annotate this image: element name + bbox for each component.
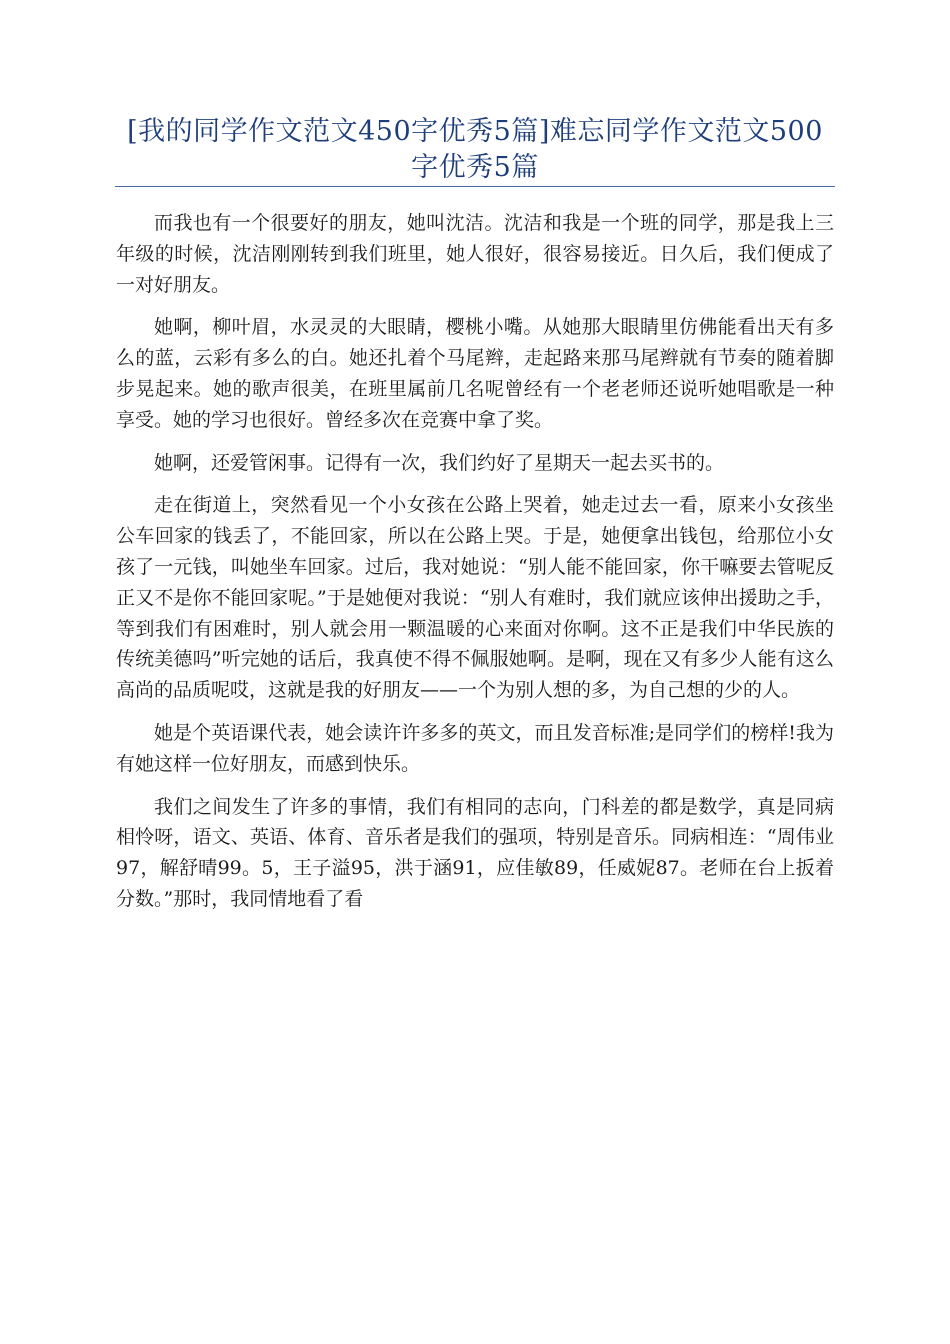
paragraph-3: 她啊，还爱管闲事。记得有一次，我们约好了星期天一起去买书的。: [154, 451, 725, 474]
paragraph-1: 而我也有一个很要好的朋友，她叫沈洁。沈洁和我是一个班的同学，那是我上三年级的时候，沈洁刚刚转到我们班里，她人很好，很容易接近。日久后，我们便成了一对好朋友。: [116, 212, 834, 296]
paragraph-6: 我们之间发生了许多的事情，我们有相同的志向，门科差的都是数学，真是同病相怜呀，语文、英语、体育、音乐者是我们的强项，特别是音乐。同病相连：“周伟业97，解舒晴99。5，王子溢95，洪于涵91，应佳敏89，任威妮87。老师在台上扳着分数。”那时，我同情地看了看: [116, 795, 834, 910]
paragraph-2: 她啊，柳叶眉，水灵灵的大眼睛，樱桃小嘴。从她那大眼睛里仿佛能看出天有多么的蓝，云彩有多么的白。她还扎着个马尾辫，走起路来那马尾辫就有节奏的随着脚步晃起来。她的歌声很美，在班里属前几名呢曾经有一个老老师还说听她唱歌是一种享受。她的学习也很好。曾经多次在竞赛中拿了奖。: [116, 316, 834, 431]
document-title: [我的同学作文范文450字优秀5篇]难忘同学作文范文500字优秀5篇: [127, 116, 823, 183]
paragraph-4: 走在街道上，突然看见一个小女孩在公路上哭着，她走过去一看，原来小女孩坐公车回家的钱丢了，不能回家，所以在公路上哭。于是，她便拿出钱包，给那位小女孩了一元钱，叫她坐车回家。过后，我对她说：“别人能不能回家，你干嘛要去管呢反正又不是你不能回家呢。”于是她便对我说：“别人有难时，我们就应该伸出援助之手，等到我们有困难时，别人就会用一颗温暖的心来面对你啊。这不正是我们中华民族的传统美德吗”听完她的话后，我真使不得不佩服她啊。是啊，现在又有多少人能有这么高尚的品质呢哎，这就是我的好朋友——一个为别人想的多，为自己想的少的人。: [116, 494, 834, 702]
title-underline: [115, 186, 835, 187]
document-body: [116, 208, 834, 927]
paragraph-5: 她是个英语课代表，她会读许许多多的英文，而且发音标准;是同学们的榜样!我为有她这样一位好朋友，而感到快乐。: [116, 721, 834, 775]
